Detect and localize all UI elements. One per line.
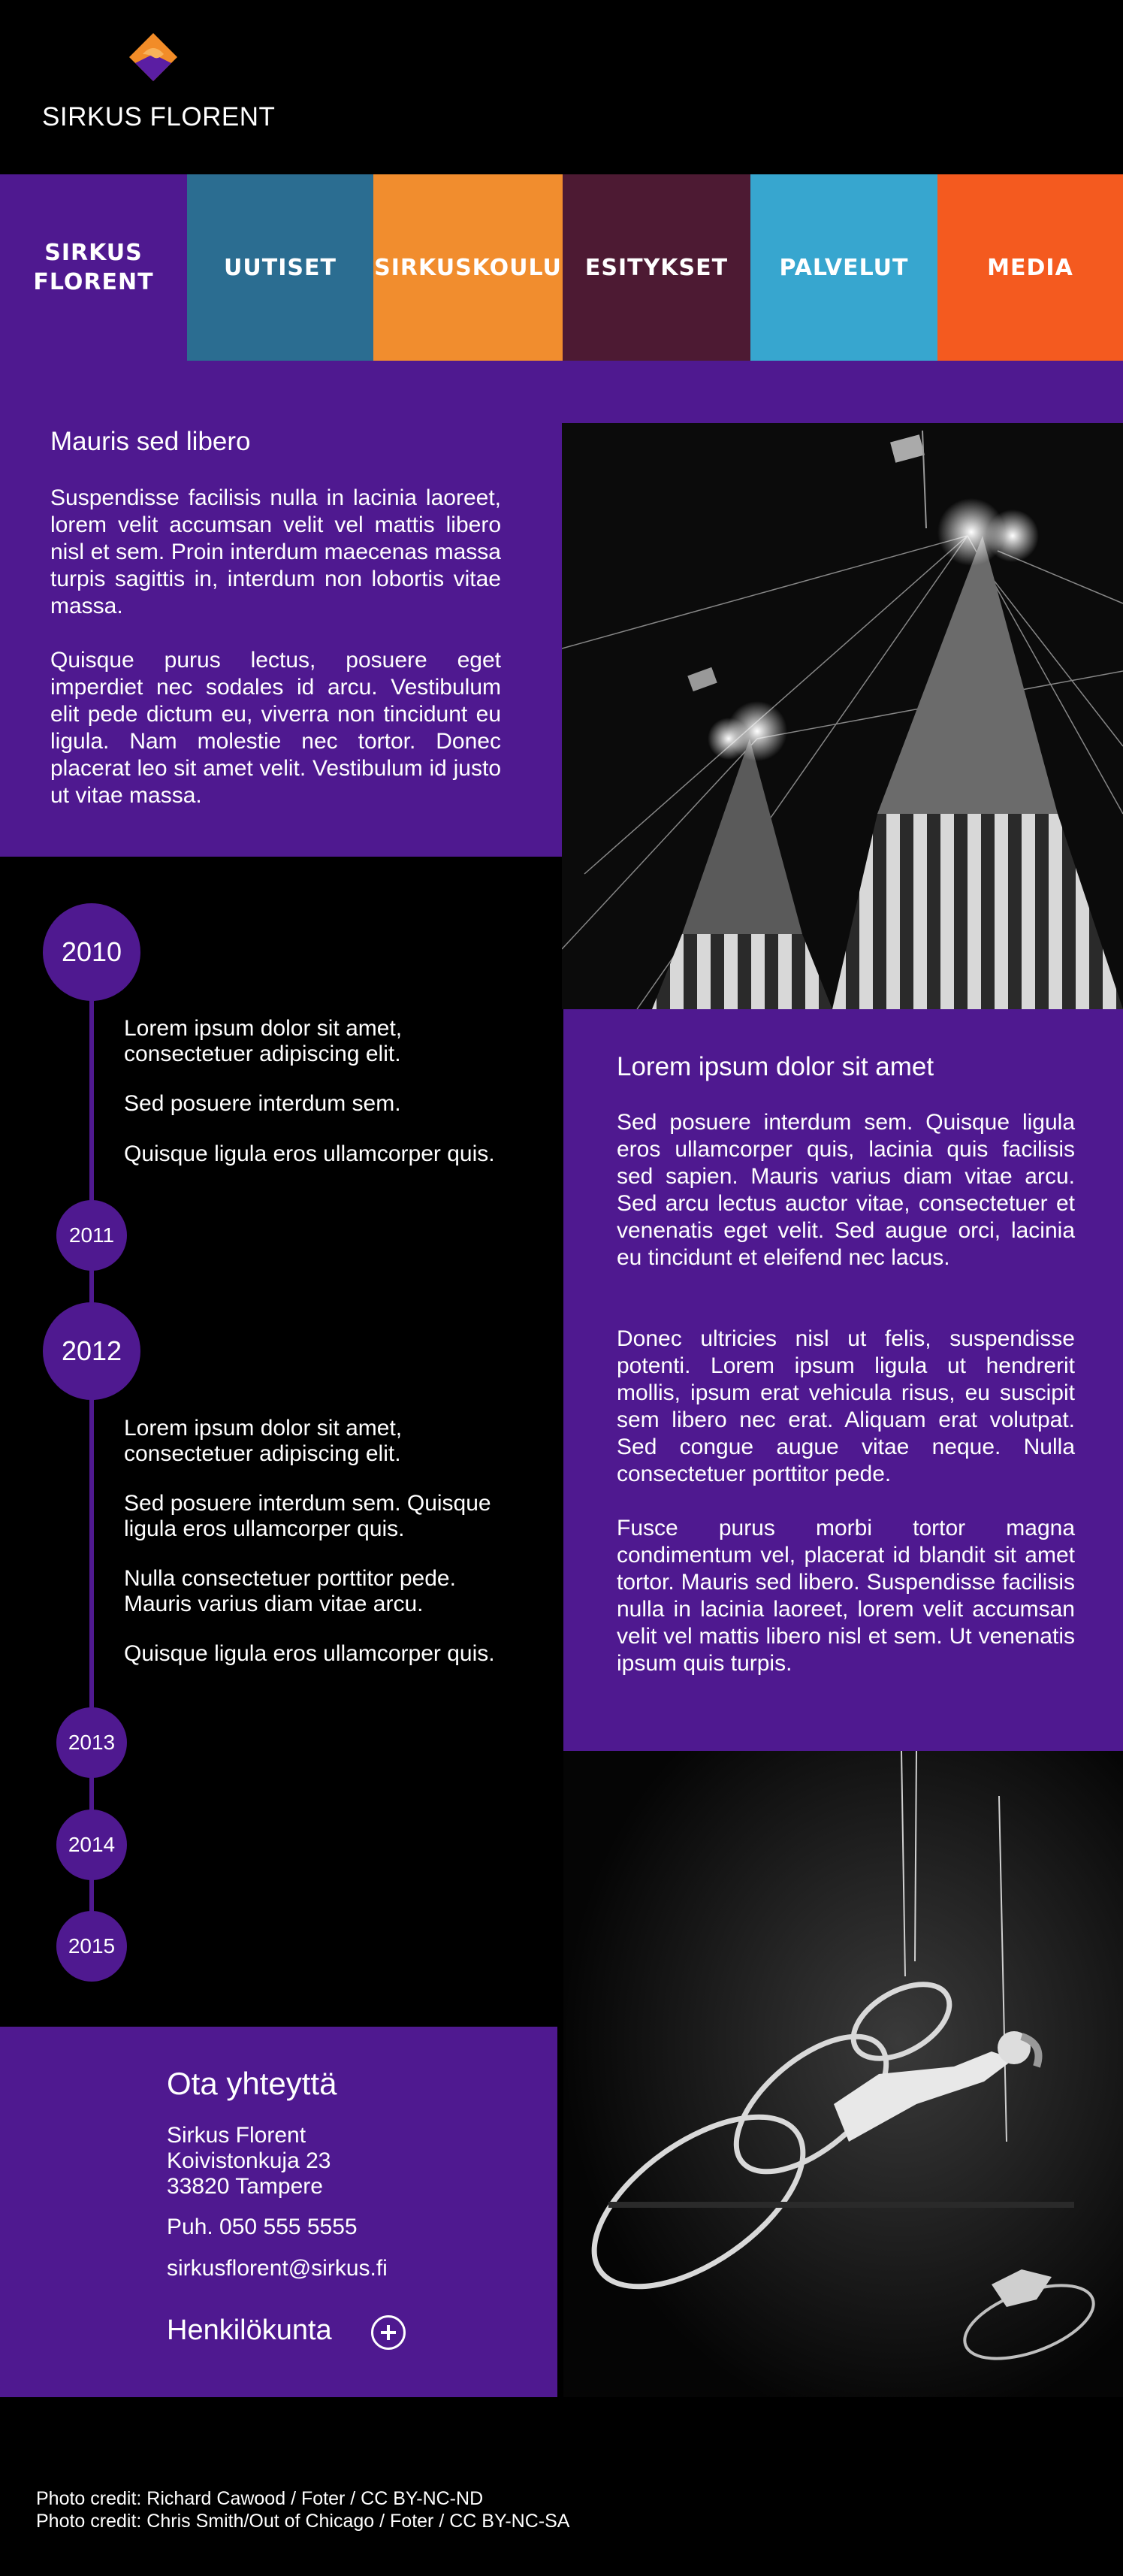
timeline-entry: Lorem ipsum dolor sit amet, consectetuer adipiscing elit. [124,1416,403,1466]
nav-esitykset-label: ESITYKSET [584,254,729,281]
main-nav [0,174,1123,361]
nav-item-esitykset[interactable] [563,174,750,361]
aerial-acrobat-photo [563,1751,1123,2397]
timeline-entry: Quisque ligula eros ullamcorper quis. [124,1641,495,1666]
timeline-entry: Nulla consectetuer porttitor pede. Mauris varius diam vitae arcu. [124,1566,456,1616]
contact-address-line: Sirkus Florent [167,2123,306,2148]
site-title[interactable]: SIRKUS FLORENT [42,102,276,132]
logo-icon[interactable] [128,32,179,83]
nav-item-uutiset[interactable] [187,174,373,361]
timeline-year-2010[interactable] [43,903,140,1001]
contact-address-line: Koivistonkuja 23 [167,2148,331,2173]
nav-item-sirkuskoulu[interactable] [373,174,563,361]
nav-home-line1: SIRKUS [44,240,143,266]
intro-title: Mauris sed libero [50,427,251,456]
photo-credit: Photo credit: Chris Smith/Out of Chicago / Foter / CC BY-NC-SA [36,2511,570,2532]
timeline-year-2014[interactable] [56,1810,127,1880]
timeline-year-2012[interactable] [43,1302,140,1400]
timeline-entry: Quisque ligula eros ullamcorper quis. [124,1141,495,1166]
article-paragraph: Fusce purus morbi tortor magna condimentum vel, placerat id blandit sit amet tortor. Mauris sed libero. Suspendisse facilisis nulla in lacinia laoreet, lorem velit accumsan velit vel mattis libero nisl et sem. Ut venenatis ipsum quis turpis. [617,1516,1075,1676]
photo-credit: Photo credit: Richard Cawood / Foter / CC BY-NC-ND [36,2488,484,2509]
nav-palvelut-label: PALVELUT [779,254,909,281]
contact-title: Ota yhteyttä [167,2066,337,2101]
contact-email-link[interactable]: sirkusflorent@sirkus.fi [167,2256,388,2281]
intro-paragraph: Suspendisse facilisis nulla in lacinia laoreet, lorem velit accumsan velit vel mattis libero nisl et sem. Proin interdum maecenas massa turpis sagittis in, interdum non lobortis vitae massa. [50,485,501,618]
nav-item-home[interactable] [0,174,187,361]
timeline-year-label: 2010 [61,936,122,967]
contact-phone[interactable]: Puh. 050 555 5555 [167,2215,358,2239]
nav-item-palvelut[interactable] [750,174,937,361]
plus-circle-icon[interactable] [371,2315,406,2350]
nav-item-media[interactable] [937,174,1123,361]
timeline-year-label: 2015 [68,1934,116,1958]
timeline-year-2011[interactable] [56,1200,127,1271]
nav-sirkuskoulu-label: SIRKUSKOULU [374,254,562,281]
timeline-entry: Sed posuere interdum sem. [124,1091,401,1116]
nav-uutiset-label: UUTISET [224,254,337,281]
timeline-year-label: 2012 [61,1335,122,1366]
timeline-entry: Sed posuere interdum sem. Quisque ligula eros ullamcorper quis. [124,1491,491,1541]
nav-media-label: MEDIA [987,254,1073,281]
staff-link[interactable]: Henkilökunta [167,2314,332,2346]
timeline-line [89,947,94,1946]
timeline-year-label: 2014 [68,1833,116,1856]
timeline-entry: Lorem ipsum dolor sit amet, consectetuer adipiscing elit. [124,1016,403,1066]
timeline-year-2015[interactable] [56,1911,127,1982]
article-paragraph: Sed posuere interdum sem. Quisque ligula eros ullamcorper quis, lacinia quis facilisis sed sapien. Mauris varius diam vitae arcu. Sed arcu lectus auctor vitae, consectetuer et venenatis eget velit. Sed augue orci, lacinia eu tincidunt et eleifend nec lacus. [617,1110,1075,1270]
timeline-year-2013[interactable] [56,1707,127,1778]
article-paragraph: Donec ultricies nisl ut felis, suspendisse potenti. Lorem ipsum ligula ut hendrerit mollis, ipsum erat vehicula risus, eu suscipit sem libero nec erat. Aliquam erat volutpat. Sed congue augue vitae neque. Nulla consectetuer porttitor pede. [617,1326,1075,1486]
timeline-year-label: 2011 [68,1223,115,1247]
nav-home-line2: FLORENT [33,269,154,295]
article-title: Lorem ipsum dolor sit amet [617,1052,934,1081]
purple-band [0,361,1123,423]
timeline-year-label: 2013 [68,1731,116,1754]
circus-tent-photo [562,423,1123,1009]
intro-paragraph: Quisque purus lectus, posuere eget imperdiet nec sodales id arcu. Vestibulum elit pede dictum eu, viverra non tincidunt eu ligula. Nam molestie nec tortor. Donec placerat leo sit amet velit. Vestibulum id justo ut vitae massa. [50,648,501,808]
contact-address-line: 33820 Tampere [167,2174,323,2199]
